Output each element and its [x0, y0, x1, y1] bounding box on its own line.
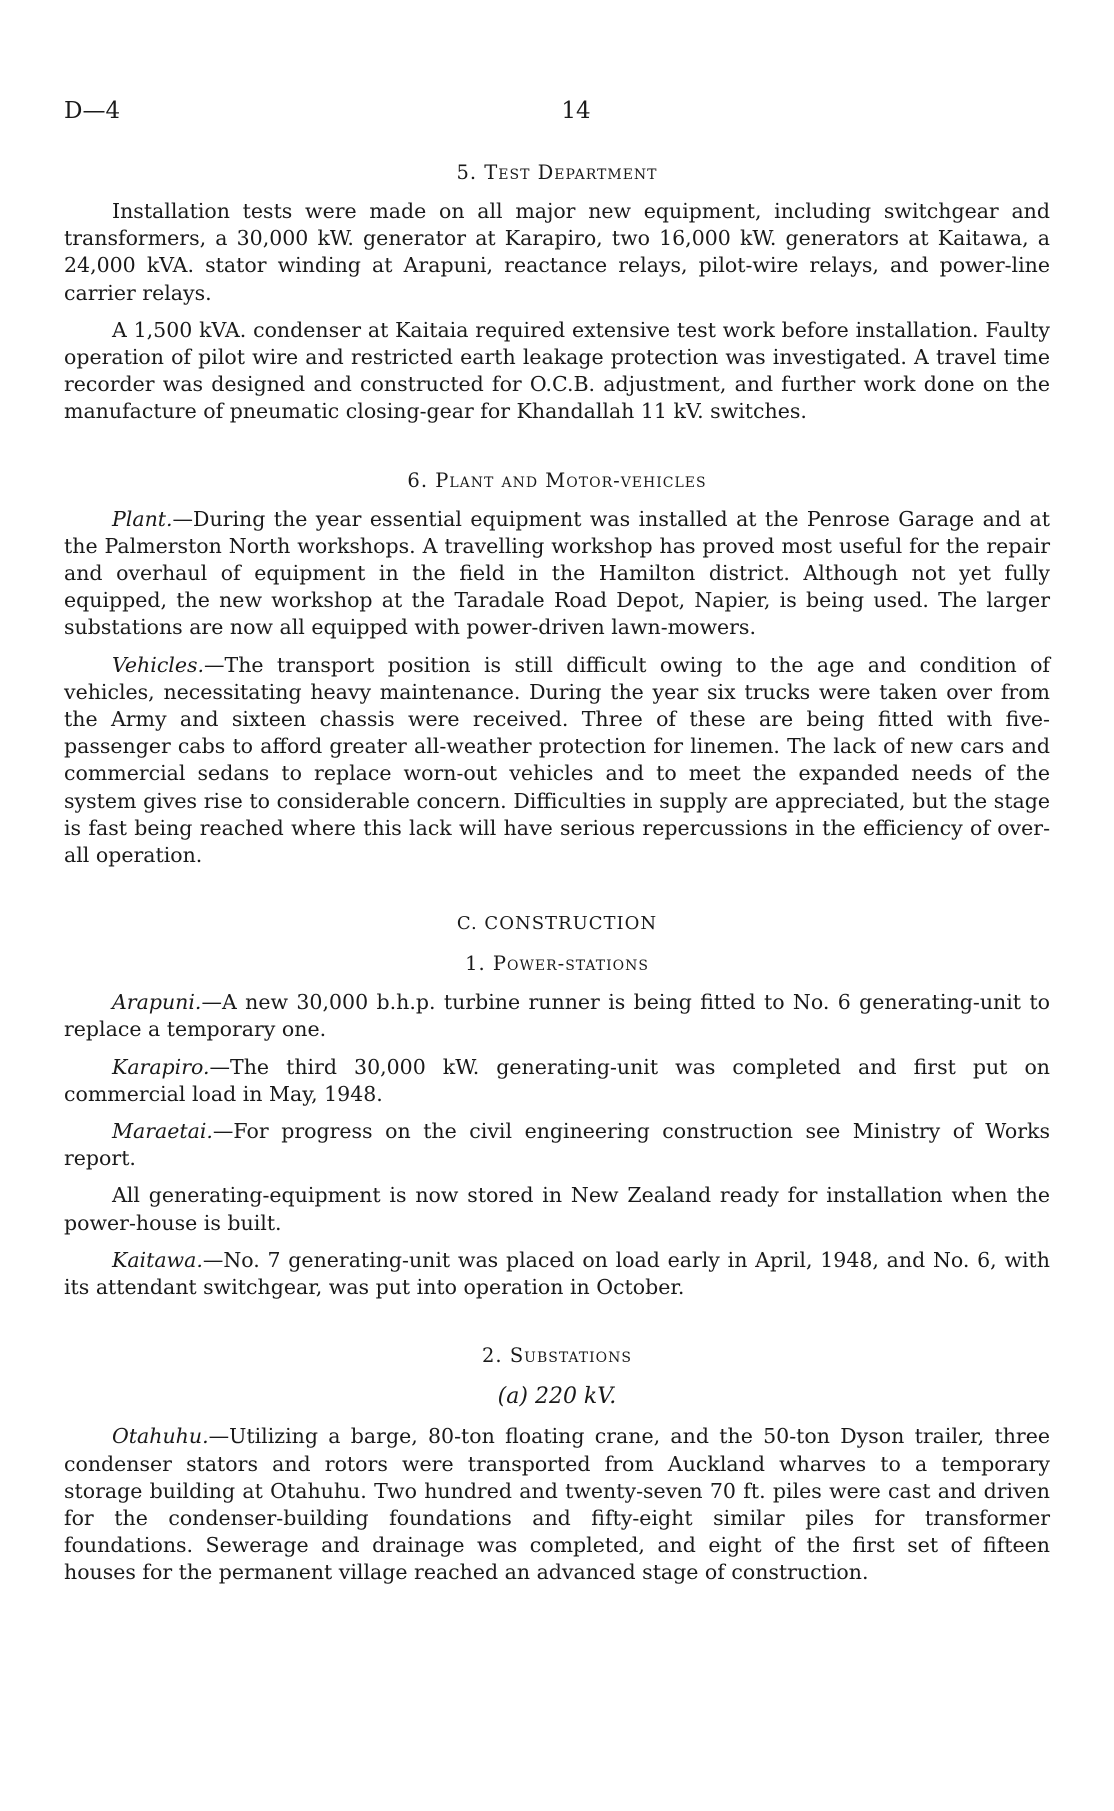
- paragraph-test-installation: Installation tests were made on all major new equipment, including switchgear and transformers, a 30,000 kW. generator at Karapiro, two 16,000 kW. generators at Kaitawa, a 24,000 kVA. stator winding at Arapuni, reactance relays, pilot-wire relays, and power-line carrier relays.: [64, 199, 1050, 305]
- paragraph-vehicles: [64, 652, 1050, 870]
- section-heading-substations: 2. Substations: [482, 1344, 632, 1368]
- run-in-label-vehicles: Vehicles.: [112, 652, 205, 677]
- run-in-label-otahuhu: Otahuhu.: [112, 1424, 209, 1449]
- page-header: [64, 98, 1050, 128]
- section-heading-power-stations: 1. Power-stations: [465, 952, 649, 976]
- document-reference: D—4: [64, 98, 121, 124]
- run-in-label-kaitawa: Kaitawa.: [112, 1247, 203, 1272]
- paragraph-arapuni-text: —A new 30,000 b.h.p. turbine runner is being fitted to No. 6 generating-unit to replace a temporary one.: [64, 990, 1050, 1042]
- section-heading-plant: 6. Plant and Motor-vehicles: [407, 468, 707, 492]
- run-in-label-maraetai: Maraetai.: [112, 1119, 213, 1144]
- page-number: 14: [561, 98, 591, 124]
- paragraph-vehicles-text: —The transport position is still difficult owing to the age and condition of vehicles, necessitating heavy maintenance. During the year six trucks were taken over from the Army and sixteen chassis were received. Three of these are being fitted with five-passenger cabs to afford greater all-weather protection for linemen. The lack of new cars and commercial sedans to replace worn-out vehicles and to meet the expanded needs of the system gives rise to considerable concern. Difficulties in supply are appreciated, but the stage is fast being reached where this lack will have serious repercussions in the efficiency of over-all operation.: [64, 652, 1050, 868]
- subheading-220kv: (a) 220 kV.: [497, 1384, 617, 1410]
- paragraph-karapiro: [64, 1054, 1050, 1108]
- paragraph-maraetai-text: —For progress on the civil engineering construction see Ministry of Works report.: [64, 1119, 1050, 1171]
- paragraph-otahuhu: [64, 1423, 1050, 1586]
- paragraph-test-condenser: A 1,500 kVA. condenser at Kaitaia required extensive test work before installation. Faulty operation of pilot wire and restricted earth leakage protection was investigated. A travel time recorder was designed and constructed for O.C.B. adjustment, and further work done on the manufacture of pneumatic closing-gear for Khandallah 11 kV. switches.: [64, 317, 1050, 424]
- run-in-label-plant: Plant.: [112, 506, 173, 531]
- paragraph-kaitawa-text: —No. 7 generating-unit was placed on load early in April, 1948, and No. 6, with its attendant switchgear, was put into operation in October.: [64, 1247, 1050, 1300]
- paragraph-karapiro-text: —The third 30,000 kW. generating-unit was completed and first put on commercial load in May, 1948.: [64, 1054, 1050, 1106]
- paragraph-arapuni: [64, 989, 1050, 1043]
- part-heading-construction: C. CONSTRUCTION: [456, 913, 658, 935]
- run-in-label-arapuni: Arapuni.: [112, 990, 202, 1015]
- section-heading-test-department: 5. Test Department: [456, 161, 658, 184]
- run-in-label-karapiro: Karapiro.: [112, 1054, 210, 1079]
- paragraph-plant-text: —During the year essential equipment was installed at the Penrose Garage and at the Palmerston North workshops. A travelling workshop has proved most useful for the repair and overhaul of equipment in the field in the Hamilton district. Although not yet fully equipped, the new workshop at the Taradale Road Depot, Napier, is being used. The larger substations are now all equipped with power-driven lawn-mowers.: [64, 506, 1050, 640]
- page-body: [64, 158, 1050, 1587]
- paragraph-maraetai: [64, 1118, 1050, 1172]
- paragraph-storage: All generating-equipment is now stored in New Zealand ready for installation when the power-house is built.: [64, 1183, 1050, 1235]
- paragraph-plant: [64, 506, 1050, 642]
- paragraph-kaitawa: [64, 1247, 1050, 1301]
- paragraph-otahuhu-text: —Utilizing a barge, 80-ton floating crane, and the 50-ton Dyson trailer, three condenser stators and rotors were transported from Auckland wharves to a temporary storage building at Otahuhu. Two hundred and twenty-seven 70 ft. piles were cast and driven for the condenser-building foundations and fifty-eight similar piles for transformer foundations. Sewerage and drainage was completed, and eight of the first set of fifteen houses for the permanent village reached an advanced stage of construction.: [64, 1424, 1050, 1585]
